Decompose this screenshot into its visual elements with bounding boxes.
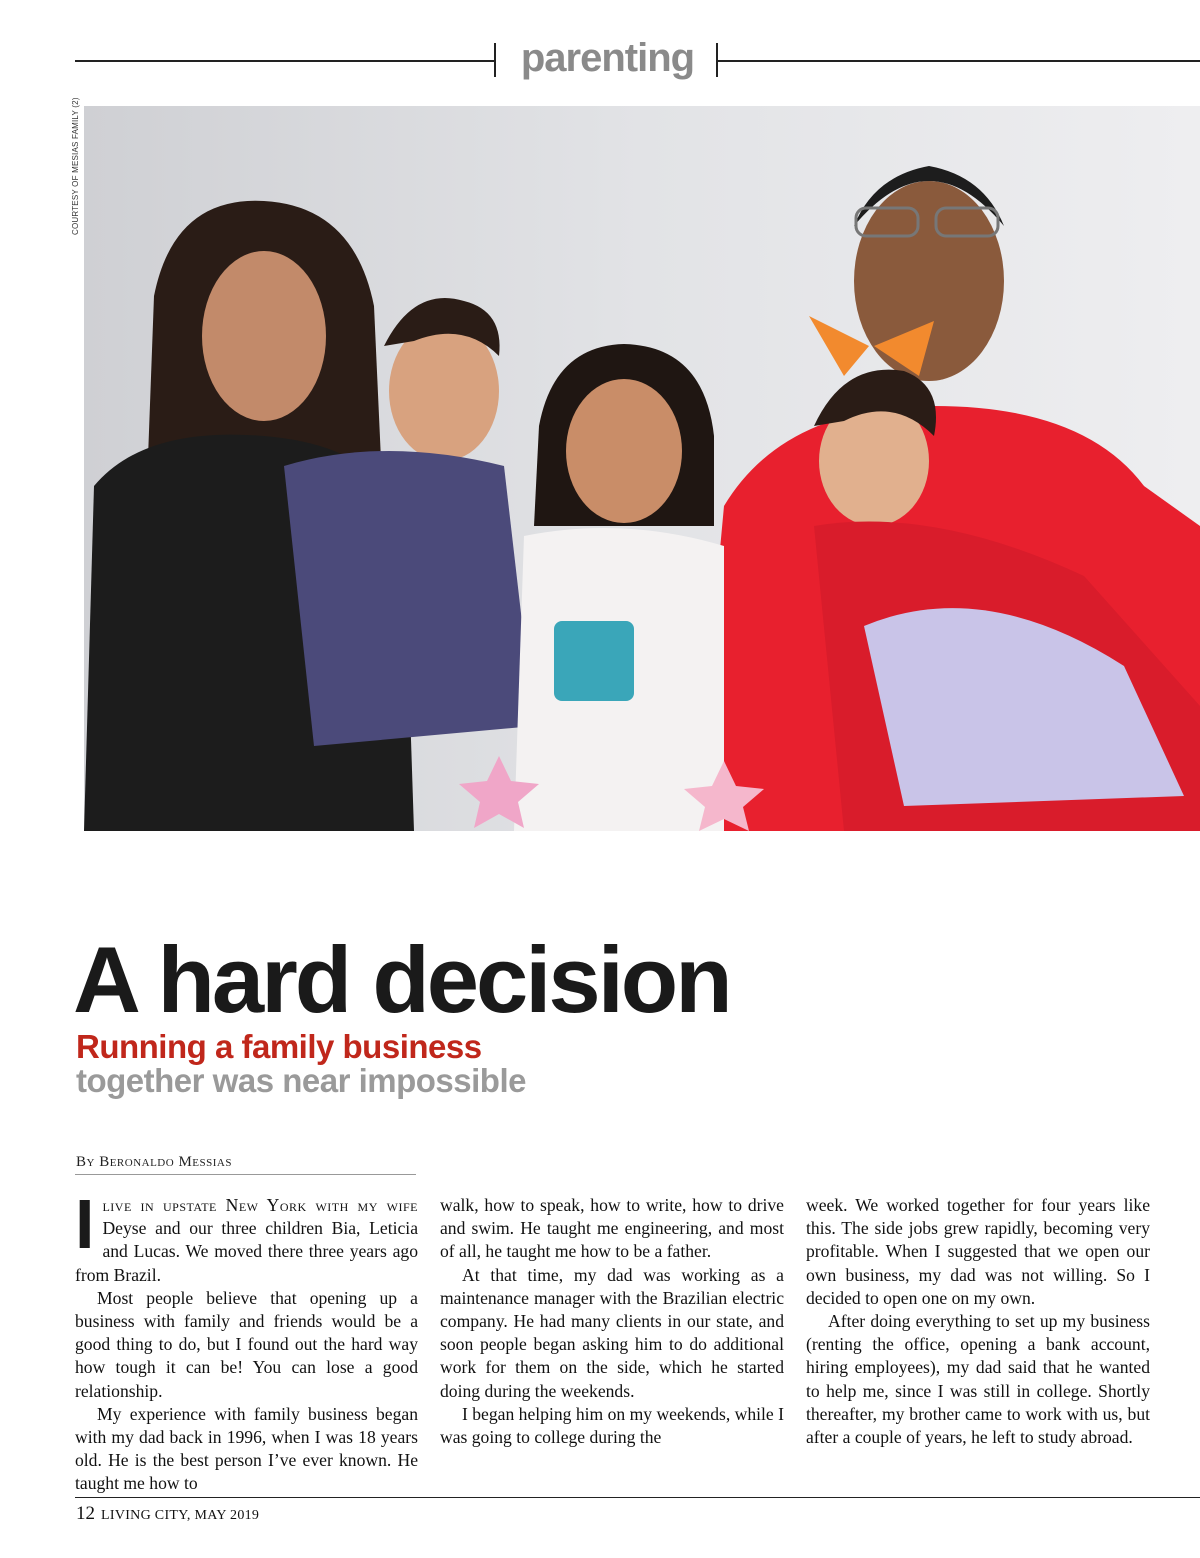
paragraph: Most people believe that opening up a business with family and friends would be a good thing to do, but I found out the hard way how tough it can be! You can lose a good relationship.: [75, 1287, 418, 1401]
footer-rule: [75, 1497, 1200, 1498]
photo-credit: [71, 97, 85, 235]
paragraph-lead: [75, 1185, 418, 1287]
paragraph: I began helping him on my weekends, while I was going to college during the: [440, 1403, 784, 1448]
article-column-1: [75, 1185, 418, 1496]
article-column-2: [440, 1194, 784, 1449]
subhead: [76, 1030, 526, 1098]
paragraph-lead-rest: Deyse and our three children Bia, Leticia and Lucas. We moved there three years ago from Brazil.: [75, 1218, 418, 1285]
article-column-3: [806, 1194, 1150, 1449]
family-photo: [84, 106, 1200, 831]
paragraph: At that time, my dad was working as a maintenance manager with the Brazilian electric company. He had many clients in our state, and soon people began asking him to do additional work for them on the side, which he started doing during the weekends.: [440, 1264, 784, 1401]
section-tick-left: [494, 43, 496, 77]
byline: By Beronaldo Messias: [76, 1154, 232, 1170]
paragraph: My experience with family business began with my dad back in 1996, when I was 18 years old. He is the best person I’ve ever known. He taught me how to: [75, 1403, 418, 1494]
paragraph: walk, how to speak, how to write, how to drive and swim. He taught me engineering, and most of all, he taught me how to be a father.: [440, 1195, 784, 1262]
dropcap: I: [75, 1185, 95, 1263]
subhead-line-1: Running a family business: [76, 1028, 482, 1065]
paragraph: week. We worked together for four years like this. The side jobs grew rapidly, becoming very profitable. When I suggested that we open our own business, my dad was not willing. So I decided to open one on my own.: [806, 1195, 1150, 1308]
section-rule-right: [718, 60, 1200, 62]
lead-in: live in upstate New York with my wife: [102, 1195, 418, 1215]
page-number: 12: [76, 1503, 95, 1524]
section-title: parenting: [520, 36, 695, 80]
headline: A hard decision: [73, 927, 730, 1032]
subhead-line-2: together was near impossible: [76, 1062, 526, 1099]
family-photo-illustration: [84, 106, 1200, 831]
photo-credit-text: COURTESY OF MESIAS FAMILY (2): [71, 97, 80, 235]
magazine-issue: LIVING CITY, MAY 2019: [101, 1508, 260, 1523]
folio: [76, 1503, 259, 1525]
paragraph: After doing everything to set up my business (renting the office, opening a bank account, hiring employees), my dad said that he wanted to help me, since I was still in college. Shortly thereafter, my brother came to work with us, but after a couple of years, he left to study abroad.: [806, 1311, 1150, 1448]
byline-rule: [75, 1174, 416, 1175]
section-rule-left: [75, 60, 495, 62]
